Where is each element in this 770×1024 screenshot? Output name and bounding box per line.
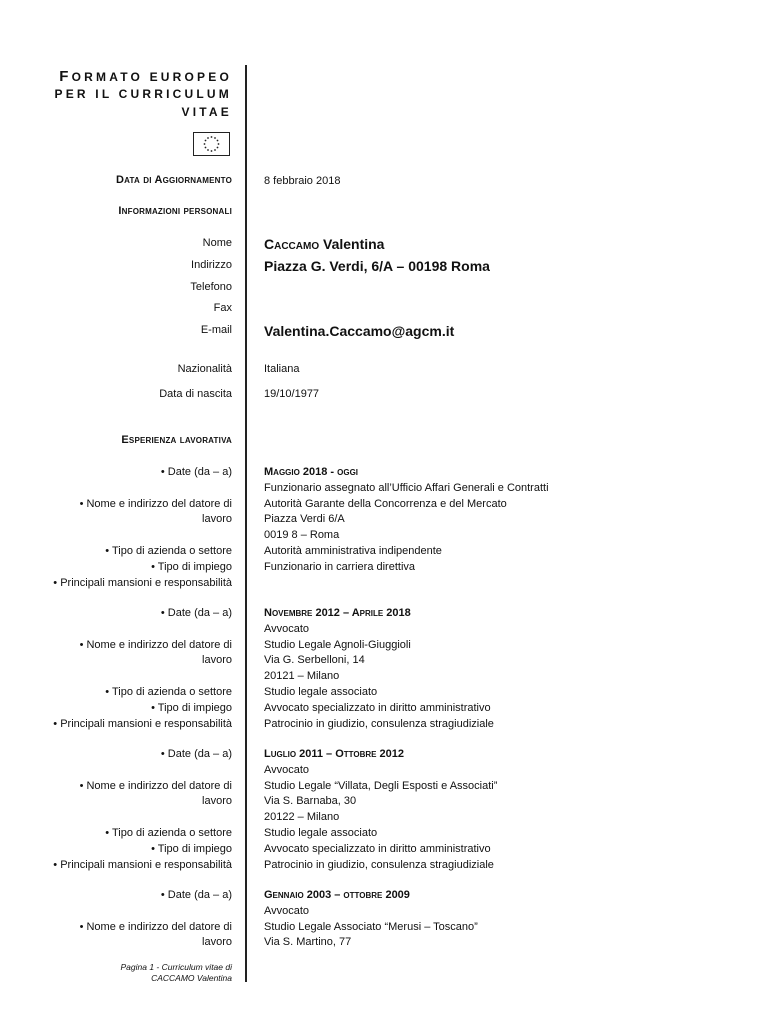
- entry-dates: Gennaio 2003 – ottobre 2009: [264, 889, 410, 901]
- entry-employer-line: Piazza Verdi 6/A: [264, 513, 345, 525]
- column-divider: [245, 65, 247, 982]
- entry-employer-line: 0019 8 – Roma: [264, 529, 340, 541]
- footer-line-1: Pagina 1 - Curriculum vitae di: [120, 962, 232, 972]
- entry-dates: Luglio 2011 – Ottobre 2012: [264, 748, 405, 760]
- entry-dates: Maggio 2018 - oggi: [264, 466, 359, 478]
- entry-employer-line: 20121 – Milano: [264, 670, 340, 682]
- cv-title-line-3: VITAE: [181, 105, 232, 119]
- entry-employer-line: Studio Legale Agnoli-Giuggioli: [264, 639, 411, 651]
- entry-employer-line: Studio Legale “Villata, Degli Esposti e Associati”: [264, 780, 498, 792]
- entry-duties-label: • Principali mansioni e responsabilità: [53, 859, 232, 871]
- nationality-label: Nazionalità: [177, 363, 232, 375]
- entry-employer-label: • Nome e indirizzo del datore di: [79, 498, 232, 510]
- entry-type-label: • Tipo di azienda o settore: [105, 827, 232, 839]
- entry-type: Studio legale associato: [264, 686, 378, 698]
- entry-dates-label: • Date (da – a): [160, 607, 232, 619]
- entry-employer-line: 20122 – Milano: [264, 811, 340, 823]
- surname: Caccamo: [264, 236, 320, 252]
- entry-role: Funzionario assegnato all’Ufficio Affari Generali e Contratti: [264, 482, 549, 494]
- entry-employer-line: Via S. Martino, 77: [264, 936, 352, 948]
- page-footer: [121, 962, 233, 984]
- eu-flag-icon: [193, 132, 230, 156]
- address-value: Piazza G. Verdi, 6/A – 00198 Roma: [264, 258, 490, 274]
- entry-employer-line: Via S. Barnaba, 30: [264, 795, 357, 807]
- entry-duties: Patrocinio in giudizio, consulenza stragiudiziale: [264, 859, 494, 871]
- entry-job-label: • Tipo di impiego: [151, 843, 232, 855]
- fax-label: Fax: [213, 302, 232, 314]
- entry-job: Avvocato specializzato in diritto amministrativo: [264, 843, 491, 855]
- birth-value: 19/10/1977: [264, 388, 320, 400]
- entry-employer-label: • Nome e indirizzo del datore di: [79, 780, 232, 792]
- entry-type: Studio legale associato: [264, 827, 378, 839]
- entry-employer-label: • Nome e indirizzo del datore di: [79, 639, 232, 651]
- address-label: Indirizzo: [191, 259, 232, 271]
- entry-duties-label: • Principali mansioni e responsabilità: [53, 718, 232, 730]
- entry-employer-line: Autorità Garante della Concorrenza e del Mercato: [264, 498, 507, 510]
- phone-label: Telefono: [190, 281, 232, 293]
- entry-dates-label: • Date (da – a): [160, 466, 232, 478]
- update-label: Data di Aggiornamento: [115, 174, 232, 186]
- entry-job: Funzionario in carriera direttiva: [264, 561, 416, 573]
- entry-dates-label: • Date (da – a): [160, 889, 232, 901]
- email-label: E-mail: [200, 324, 232, 336]
- update-value: 8 febbraio 2018: [264, 175, 341, 187]
- entry-job: Avvocato specializzato in diritto amministrativo: [264, 702, 491, 714]
- entry-employer-line: Studio Legale Associato “Merusi – Toscano”: [264, 921, 478, 933]
- entry-dates: Novembre 2012 – Aprile 2018: [264, 607, 411, 619]
- entry-role: Avvocato: [264, 905, 310, 917]
- personal-section-title: Informazioni personali: [118, 205, 232, 217]
- entry-employer-label-2: lavoro: [202, 795, 232, 807]
- entry-job-label: • Tipo di impiego: [151, 702, 232, 714]
- entry-type-label: • Tipo di azienda o settore: [105, 545, 232, 557]
- entry-employer-label-2: lavoro: [202, 936, 232, 948]
- entry-employer-label: • Nome e indirizzo del datore di: [79, 921, 232, 933]
- entry-job-label: • Tipo di impiego: [151, 561, 232, 573]
- entry-role: Avvocato: [264, 764, 310, 776]
- email-value: Valentina.Caccamo@agcm.it: [264, 323, 455, 339]
- entry-type: Autorità amministrativa indipendente: [264, 545, 442, 557]
- entry-duties: Patrocinio in giudizio, consulenza stragiudiziale: [264, 718, 494, 730]
- birth-label: Data di nascita: [159, 388, 232, 400]
- experience-section-title: Esperienza lavorativa: [121, 434, 232, 446]
- name-label: Nome: [202, 237, 232, 249]
- first-name: Valentina: [323, 236, 385, 252]
- entry-dates-label: • Date (da – a): [160, 748, 232, 760]
- name-value: [264, 236, 384, 252]
- entry-employer-label-2: lavoro: [202, 513, 232, 525]
- footer-line-2: CACCAMO Valentina: [151, 973, 232, 983]
- entry-type-label: • Tipo di azienda o settore: [105, 686, 232, 698]
- cv-title-line-2: PER IL CURRICULUM: [54, 87, 232, 101]
- entry-employer-label-2: lavoro: [202, 654, 232, 666]
- entry-role: Avvocato: [264, 623, 310, 635]
- entry-duties-label: • Principali mansioni e responsabilità: [53, 577, 232, 589]
- nationality-value: Italiana: [264, 363, 300, 375]
- entry-employer-line: Via G. Serbelloni, 14: [264, 654, 365, 666]
- cv-title-line-1: FORMATO EUROPEO: [59, 68, 232, 85]
